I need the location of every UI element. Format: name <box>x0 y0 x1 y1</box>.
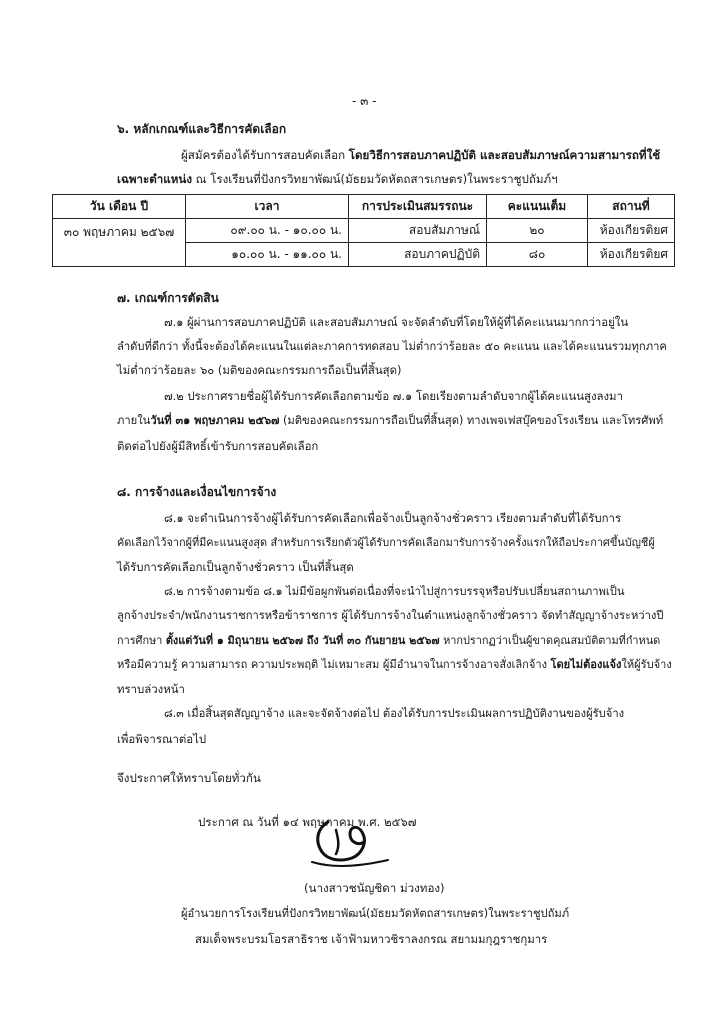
section-6-paragraph-line1 <box>181 147 660 163</box>
section-6-bold-position: เฉพาะตำแหน่ง <box>117 172 192 186</box>
schedule-table <box>52 194 675 267</box>
section-8-2-line3 <box>117 633 660 649</box>
section-7-1-line2: ลำดับที่ดีกว่า ทั้งนี้จะต้องได้คะแนนในแต่ละภาคการทดสอบ ไม่ต่ำกว่าร้อยละ ๕๐ คะแนน และได้คะแนนรวมทุกภาค <box>117 340 667 353</box>
section-8-3-line2: เพื่อพิจารณาต่อไป <box>117 732 207 746</box>
section-8-heading: ๘. การจ้างและเงื่อนไขการจ้าง <box>117 485 277 499</box>
section-6-heading: ๖. หลักเกณฑ์และวิธีการคัดเลือก <box>117 122 287 136</box>
header-assessment: การประเมินสมรรถนะ <box>349 195 487 219</box>
section-8-2-text: ให้ผู้รับจ้าง <box>621 658 672 671</box>
section-6-school: ณ โรงเรียนที่ปังกรวิทยาพัฒน์(มัธยมวัดหัตถสารเกษตร)ในพระราชูปถัมภ์ฯ <box>191 172 558 186</box>
section-8-1-line3: ได้รับการคัดเลือกเป็นลูกจ้างชั่วคราว เป็นที่สิ้นสุด <box>117 560 354 574</box>
announcement-date: ประกาศ ณ วันที่ ๑๔ พฤษภาคม พ.ศ. ๒๕๖๗ <box>198 815 417 829</box>
section-8-2-line5: ทราบล่วงหน้า <box>117 682 185 696</box>
section-7-2-text: ภายใน <box>117 414 151 427</box>
page-number: - ๓ - <box>352 94 377 108</box>
cell-place: ห้องเกียรติยศ <box>588 243 675 267</box>
section-7-2-line2 <box>117 413 663 429</box>
cell-score: ๘๐ <box>487 243 588 267</box>
signer-name: (นางสาวชนัญชิดา ม่วงทอง) <box>304 881 445 895</box>
no-notice-text: โดยไม่ต้องแจ้ง <box>550 658 622 671</box>
section-8-1-line1: ๘.๑ จะดำเนินการจ้างผู้ได้รับการคัดเลือกเพื่อจ้างเป็นลูกจ้างชั่วคราว เรียงตามลำดับที่ได้รับการ <box>164 511 622 525</box>
section-7-2-text: (มติของคณะกรรมการถือเป็นที่สิ้นสุด) ทางเพจเฟสบุ๊คของโรงเรียน และโทรศัพท์ <box>279 414 664 427</box>
handwritten-signature <box>306 812 396 870</box>
section-8-2-text: หรือมีความรู้ ความสามารถ ความประพฤติ ไม่เหมาะสม ผู้มีอำนาจในการจ้างอาจสั่งเลิกจ้าง <box>117 658 551 671</box>
cell-assessment: สอบภาคปฏิบัติ <box>349 243 487 267</box>
section-8-2-line2: ลูกจ้างประจำ/พนักงานราชการหรือข้าราชการ ผู้ได้รับการจ้างในตำแหน่งลูกจ้างชั่วคราว จัดทำสัญญาจ้างระหว่างปี <box>117 609 664 622</box>
contract-period: ตั้งแต่วันที่ ๑ มิถุนายน ๒๕๖๗ ถึง วันที่ ๓๐ กันยายน ๒๕๖๗ <box>165 634 440 647</box>
table-header-row <box>53 195 675 219</box>
section-6-text: ผู้สมัครต้องได้รับการสอบคัดเลือก <box>181 148 349 162</box>
header-date: วัน เดือน ปี <box>53 195 186 219</box>
header-place: สถานที่ <box>588 195 675 219</box>
section-6-paragraph-line2 <box>117 171 558 187</box>
header-full-score: คะแนนเต็ม <box>487 195 588 219</box>
cell-time: ๐๙.๐๐ น. - ๑๐.๐๐ น. <box>186 219 349 243</box>
section-8-1-line2: คัดเลือกไว้จากผู้ที่มีคะแนนสูงสุด สำหรับการเรียกตัวผู้ได้รับการคัดเลือกมารับการจ้างครั้งแรกให้ถือประกาศขึ้นบัญชีผู้ <box>117 536 655 549</box>
section-7-heading: ๗. เกณฑ์การตัดสิน <box>117 291 219 305</box>
cell-assessment: สอบสัมภาษณ์ <box>349 219 487 243</box>
cell-score: ๒๐ <box>487 219 588 243</box>
section-7-2-line3: ติดต่อไปยังผู้มีสิทธิ์เข้ารับการสอบคัดเลือก <box>117 439 319 453</box>
section-7-2-line1: ๗.๒ ประกาศรายชื่อผู้ได้รับการคัดเลือกตามข้อ ๗.๑ โดยเรียงตามลำดับจากผู้ได้คะแนนสูงลงมา <box>164 389 623 403</box>
cell-place: ห้องเกียรติยศ <box>588 219 675 243</box>
signer-title-line1: ผู้อำนวยการโรงเรียนที่ปังกรวิทยาพัฒน์(มัธยมวัดหัตถสารเกษตร)ในพระราชูปถัมภ์ <box>181 907 570 920</box>
closing-text: จึงประกาศให้ทราบโดยทั่วกัน <box>117 771 261 785</box>
announce-result-date: วันที่ ๓๑ พฤษภาคม ๒๕๖๗ <box>150 414 280 427</box>
section-8-3-line1: ๘.๓ เมื่อสิ้นสุดสัญญาจ้าง และจะจัดจ้างต่อไป ต้องได้รับการประเมินผลการปฏิบัติงานของผู้รับจ้าง <box>164 707 625 720</box>
section-8-2-text: หากปรากฏว่าเป็นผู้ขาดคุณสมบัติตามที่กำหนด <box>439 634 661 647</box>
section-8-2-line4 <box>117 657 672 673</box>
section-6-bold-text: โดยวิธีการสอบภาคปฏิบัติ และสอบสัมภาษณ์ความสามารถที่ใช้ <box>348 148 661 162</box>
table-row <box>53 219 675 243</box>
cell-date: ๓๐ พฤษภาคม ๒๕๖๗ <box>53 219 186 267</box>
section-8-2-text: การศึกษา <box>117 634 166 647</box>
cell-time: ๑๐.๐๐ น. - ๑๑.๐๐ น. <box>186 243 349 267</box>
signer-title-line2: สมเด็จพระบรมโอรสาธิราช เจ้าฟ้ามหาวชิราลงกรณ สยามมกุฎราชกุมาร <box>195 932 548 946</box>
section-7-1-line3: ไม่ต่ำกว่าร้อยละ ๖๐ (มติของคณะกรรมการถือเป็นที่สิ้นสุด) <box>117 363 402 377</box>
header-time: เวลา <box>186 195 349 219</box>
section-7-1-line1: ๗.๑ ผู้ผ่านการสอบภาคปฏิบัติ และสอบสัมภาษณ์ จะจัดลำดับที่โดยให้ผู้ที่ได้คะแนนมากกว่าอยู่ใน <box>164 315 629 329</box>
section-8-2-line1: ๘.๒ การจ้างตามข้อ ๘.๑ ไม่มีข้อผูกพันต่อเนื่องที่จะนำไปสู่การบรรจุหรือปรับเปลี่ยนสถานภาพเป็น <box>164 585 625 598</box>
